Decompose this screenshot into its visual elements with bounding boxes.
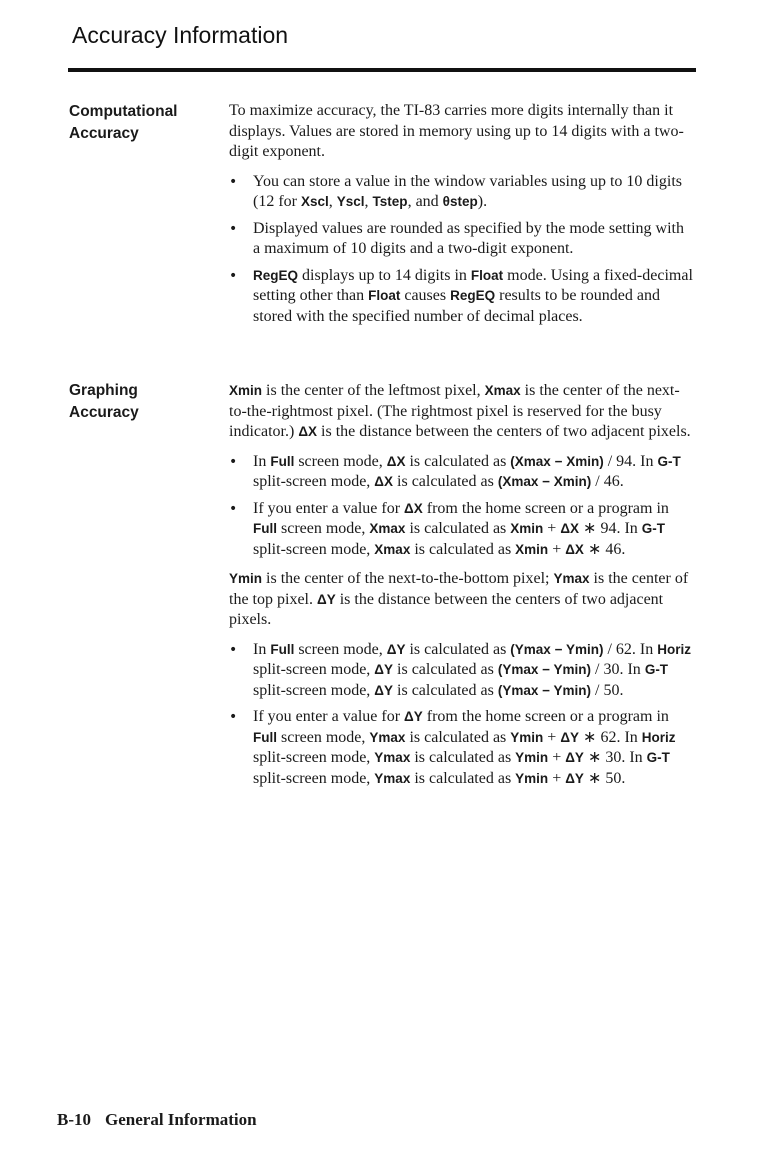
text: from the home screen or a program in — [422, 499, 669, 517]
text: from the home screen or a program in — [422, 708, 669, 725]
keyword: Full — [270, 641, 295, 657]
keyword: ΔY — [565, 770, 584, 786]
section-body-graphing — [229, 381, 693, 798]
text: is calculated as — [393, 661, 498, 678]
keyword: Float — [368, 288, 401, 303]
text: + — [548, 769, 566, 787]
section-label-graphing — [69, 380, 219, 424]
text: is the center of the next-to-the-rightmost pixel. (The rightmost pixel is reserved for the busy indicator.) — [229, 382, 680, 440]
text: is calculated as — [405, 520, 511, 537]
keyword: RegEQ — [253, 267, 299, 283]
list-item — [229, 499, 693, 561]
text: / 94. In — [603, 452, 658, 470]
text: is the distance between the centers of two adjacent pixels. — [317, 423, 691, 440]
keyword: Xmin — [510, 521, 544, 536]
keyword: Full — [270, 453, 295, 469]
keyword: ΔY — [404, 709, 423, 724]
text: / 50. — [591, 681, 624, 699]
keyword: (Xmax − Xmin) — [510, 453, 604, 469]
text: is the distance between the centers of two adjacent pixels. — [229, 590, 664, 628]
keyword: ΔY — [565, 750, 584, 765]
keyword: ΔX — [374, 474, 394, 489]
text: is calculated as — [410, 540, 516, 558]
keyword: (Ymax − Ymin) — [497, 682, 592, 698]
paragraph: To maximize accuracy, the TI-83 carries more digits internally than it displays. Values are stored in memory using up to 14 digits with a two-digit exponent. — [229, 102, 684, 160]
text: ). — [477, 193, 488, 210]
text: + — [543, 520, 561, 537]
keyword: Horiz — [641, 729, 676, 745]
text: ∗ 50. — [583, 769, 626, 787]
text: is the center of the next-to-the-bottom pixel; — [262, 570, 554, 587]
keyword: Ymax — [369, 729, 406, 745]
keyword: RegEQ — [450, 288, 496, 303]
keyword: θstep — [442, 194, 478, 209]
label-line: Graphing — [69, 382, 138, 399]
text: In — [253, 640, 271, 658]
bullet-list — [229, 172, 693, 328]
page-title: Accuracy Information — [72, 22, 289, 48]
keyword: Full — [253, 729, 277, 745]
keyword: Xmin — [515, 541, 549, 557]
keyword: ΔY — [374, 662, 394, 677]
list-item — [229, 266, 693, 328]
paragraph — [229, 569, 693, 631]
text: is the center of the top pixel. — [229, 570, 689, 608]
keyword: (Ymax − Ymin) — [510, 641, 604, 657]
label-line: Accuracy — [69, 404, 139, 421]
keyword: Ymin — [515, 750, 549, 765]
keyword: Ymin — [510, 729, 544, 745]
text: is the center of the leftmost pixel, — [262, 382, 485, 399]
label-line: Accuracy — [69, 125, 139, 142]
text: / 46. — [591, 473, 624, 490]
keyword: (Xmax − Xmin) — [497, 474, 592, 489]
text: ∗ 62. In — [579, 728, 642, 746]
text: is calculated as — [405, 728, 511, 746]
keyword: G-T — [641, 521, 666, 536]
text: mode. Using a fixed-decimal setting other than — [253, 266, 693, 304]
text: In — [253, 452, 271, 470]
keyword: Xmax — [374, 541, 411, 557]
list-item — [229, 707, 693, 789]
text: ∗ 94. In — [579, 520, 642, 537]
text: / 30. In — [591, 661, 645, 678]
keyword: Ymax — [553, 571, 590, 586]
page-footer — [57, 1110, 271, 1130]
text: is calculated as — [410, 749, 516, 766]
text: is calculated as — [410, 769, 516, 787]
keyword: Ymax — [374, 750, 411, 765]
keyword: Full — [253, 521, 277, 536]
text: split-screen mode, — [253, 769, 375, 787]
text: + — [548, 749, 566, 766]
text: displays up to 14 digits in — [298, 266, 471, 284]
keyword: Xmax — [484, 383, 521, 398]
text: If you enter a value for — [253, 499, 405, 517]
text: results to be rounded and stored with the specified number of decimal places. — [253, 287, 660, 325]
list-item — [229, 219, 693, 260]
bullet-list — [229, 640, 693, 790]
keyword: Ymin — [515, 770, 549, 786]
text: split-screen mode, — [253, 681, 375, 699]
keyword: Yscl — [336, 194, 365, 209]
text: , — [328, 193, 337, 210]
text: + — [543, 728, 561, 746]
keyword: ΔX — [404, 500, 423, 516]
text: split-screen mode, — [253, 749, 375, 766]
text: split-screen mode, — [253, 540, 375, 558]
text: is calculated as — [405, 640, 511, 658]
keyword: ΔX — [560, 521, 580, 536]
footer-section-title: General Information — [105, 1110, 257, 1129]
text: is calculated as — [393, 681, 498, 699]
list-item — [229, 640, 693, 702]
paragraph — [229, 381, 693, 443]
keyword: Ymax — [374, 770, 411, 786]
keyword: Tstep — [372, 194, 408, 209]
text: causes — [400, 287, 451, 304]
keyword: Horiz — [657, 641, 691, 657]
text: screen mode, — [294, 452, 387, 470]
keyword: Ymin — [229, 571, 263, 586]
keyword: G-T — [657, 453, 681, 469]
text: is calculated as — [405, 452, 511, 470]
text: split-screen mode, — [253, 473, 375, 490]
keyword: ΔX — [298, 424, 318, 439]
keyword: (Ymax − Ymin) — [497, 662, 592, 677]
text: is calculated as — [393, 473, 498, 490]
text: / 62. In — [603, 640, 658, 658]
section-label-computational — [69, 101, 219, 145]
text: Displayed values are rounded as specified by the mode setting with a maximum of 10 digits and a two-digit exponent. — [253, 219, 684, 257]
keyword: G-T — [646, 750, 670, 765]
title-rule — [68, 68, 696, 72]
footer-page-number: B-10 — [57, 1110, 91, 1129]
keyword: Xscl — [300, 194, 329, 209]
keyword: ΔX — [386, 453, 406, 469]
text: , — [364, 193, 373, 210]
text: screen mode, — [294, 640, 387, 658]
text: + — [548, 540, 566, 558]
keyword: G-T — [644, 662, 669, 677]
keyword: ΔX — [565, 541, 584, 557]
section-body-computational — [229, 101, 693, 336]
list-item — [229, 452, 693, 493]
keyword: ΔY — [316, 591, 336, 607]
keyword: ΔY — [374, 682, 394, 698]
text: ∗ 30. In — [583, 749, 647, 766]
text: , and — [407, 193, 443, 210]
text: split-screen mode, — [253, 661, 375, 678]
keyword: Float — [470, 267, 504, 283]
text: If you enter a value for — [253, 708, 405, 725]
list-item — [229, 172, 693, 213]
keyword: Xmin — [229, 383, 263, 398]
keyword: ΔY — [386, 641, 406, 657]
label-line: Computational — [69, 103, 178, 120]
keyword: ΔY — [560, 729, 580, 745]
text: screen mode, — [277, 520, 370, 537]
bullet-list — [229, 452, 693, 561]
text: ∗ 46. — [583, 540, 626, 558]
text: You can store a value in the window variables using up to 10 digits (12 for — [253, 172, 682, 210]
text: screen mode, — [277, 728, 370, 746]
keyword: Xmax — [369, 521, 406, 536]
